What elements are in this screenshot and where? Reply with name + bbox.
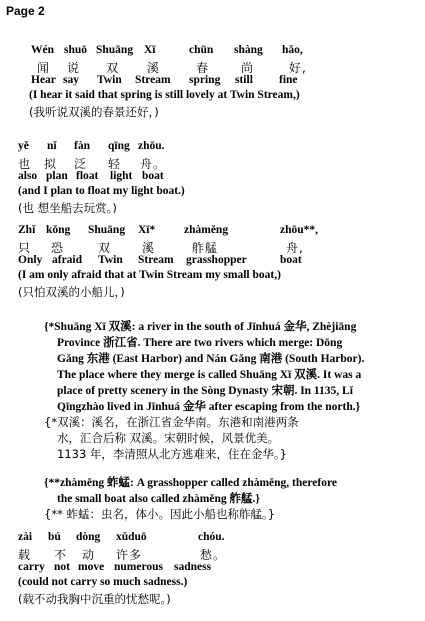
note-line: {*Shuāng Xī 双溪: a river in the south of Jīnhuá 金华, Zhèjiāng (44, 321, 357, 333)
gloss-word: Stream (135, 74, 171, 86)
hanzi-row (18, 155, 408, 170)
pinyin-word: Xī* (138, 224, 156, 236)
hanzi-char: 愁。 (200, 548, 227, 562)
stanza-2 (18, 140, 408, 216)
footnote-shuang-xi (44, 318, 422, 462)
pinyin-row (29, 44, 419, 59)
note-line-chinese: 水，汇合后称 双溪。宋朝时候，风景优美。 (57, 431, 280, 445)
gloss-word: move (78, 561, 105, 573)
gloss-word: afraid (52, 254, 83, 266)
gloss-row (18, 561, 408, 576)
pinyin-word: chóu. (198, 531, 225, 543)
pinyin-word: chūn (189, 44, 214, 56)
hanzi-char: 不 (54, 548, 68, 562)
hanzi-row (18, 546, 408, 561)
pinyin-word: dòng (76, 531, 101, 543)
note-line: {**zhàměng 蚱蜢: A grasshopper called zhàměng, therefore (44, 477, 337, 489)
stanza-3 (18, 224, 408, 300)
note-line: The place where they merge is called Shuāng Xī 双溪. It was a (57, 369, 362, 381)
gloss-word: fine (279, 74, 298, 86)
stanza-1 (29, 44, 419, 120)
pinyin-word: Xī (144, 44, 156, 56)
gloss-word: still (235, 74, 253, 86)
gloss-word: sadness (174, 561, 212, 573)
pinyin-word: hǎo, (282, 44, 303, 56)
hanzi-char: 舟, (286, 241, 304, 255)
pinyin-row (18, 224, 408, 239)
hanzi-row (29, 59, 419, 74)
hanzi-char: 拟 (44, 157, 58, 171)
hanzi-char: 双 (98, 241, 112, 255)
hanzi-char: 动 (82, 548, 96, 562)
gloss-word: Twin (97, 74, 122, 86)
chinese-paraphrase: (载不动我胸中沉重的忧愁呢。) (18, 592, 171, 606)
gloss-word: also (18, 170, 38, 182)
note-line: Qīngzhào lived in Jīnhuá 金华 after escaping from the north.} (57, 401, 361, 413)
note-line-chinese: {*双溪：溪名，在浙江省金华南。东港和南港两条 (44, 415, 299, 429)
hanzi-char: 双 (106, 61, 120, 75)
footnote-zhameng (44, 474, 422, 522)
chinese-paraphrase: (我听说双溪的春景还好，) (29, 105, 159, 119)
pinyin-row (18, 531, 408, 546)
hanzi-char: 轻 (108, 157, 122, 171)
hanzi-char: 舟。 (140, 157, 167, 171)
hanzi-char: 泛 (74, 157, 88, 171)
gloss-word: float (76, 170, 99, 182)
gloss-word: boat (280, 254, 302, 266)
gloss-row (18, 254, 408, 269)
hanzi-char: 舴艋 (192, 241, 219, 255)
pinyin-word: zài (18, 531, 33, 543)
gloss-word: Hear (31, 74, 56, 86)
gloss-word: Only (18, 254, 43, 266)
gloss-row (29, 74, 419, 89)
hanzi-char: 好, (289, 61, 307, 75)
gloss-word: say (63, 74, 79, 86)
pinyin-word: zhàměng (184, 224, 229, 236)
hanzi-char: 说 (67, 61, 81, 75)
english-translation: (could not carry so much sadness.) (18, 576, 188, 588)
gloss-word: carry (18, 561, 45, 573)
pinyin-word: kǒng (46, 224, 71, 236)
hanzi-char: 闻 (37, 61, 51, 75)
note-line-chinese: 1133 年，李清照从北方逃难来，住在金华。} (57, 447, 287, 461)
pinyin-word: fàn (74, 140, 90, 152)
hanzi-char: 也 (18, 157, 32, 171)
pinyin-word: shuō (64, 44, 88, 56)
gloss-row (18, 170, 408, 185)
hanzi-char: 恐 (51, 241, 65, 255)
gloss-word: numerous (114, 561, 163, 573)
pinyin-word: bú (48, 531, 61, 543)
gloss-word: spring (189, 74, 221, 86)
english-translation: (I am only afraid that at Twin Stream my small boat,) (18, 269, 281, 281)
hanzi-char: 载 (18, 548, 32, 562)
hanzi-char: 许多 (116, 548, 143, 562)
gloss-word: light (110, 170, 133, 182)
page-label: Page 2 (6, 4, 45, 18)
note-line: Gǎng 东港 (East Harbor) and Nán Gǎng 南港 (South Harbor). (57, 353, 365, 365)
pinyin-word: Zhǐ (18, 224, 36, 236)
chinese-paraphrase: (也 想坐船去玩赏。) (18, 201, 117, 215)
english-translation: (and I plan to float my light boat.) (18, 185, 185, 197)
gloss-word: boat (142, 170, 164, 182)
gloss-word: plan (46, 170, 68, 182)
gloss-word: not (54, 561, 70, 573)
pinyin-word: Wén (31, 44, 54, 56)
hanzi-char: 溪 (142, 241, 156, 255)
pinyin-word: xǔduō (116, 531, 147, 543)
hanzi-char: 只 (18, 241, 32, 255)
pinyin-word: yě (18, 140, 29, 152)
pinyin-word: Shuāng (96, 44, 134, 56)
gloss-word: Stream (138, 254, 174, 266)
pinyin-row (18, 140, 408, 155)
hanzi-char: 春 (196, 61, 210, 75)
pinyin-word: shàng (234, 44, 263, 56)
hanzi-char: 尚 (241, 61, 255, 75)
hanzi-char: 溪 (147, 61, 161, 75)
english-translation: (I hear it said that spring is still lovely at Twin Stream,) (29, 89, 300, 101)
note-line: place of pretty scenery in the Sòng Dynasty 宋朝. In 1135, Lǐ (57, 385, 353, 397)
gloss-word: grasshopper (186, 254, 247, 266)
pinyin-word: nǐ (47, 140, 57, 152)
pinyin-word: zhōu. (138, 140, 165, 152)
gloss-word: Twin (98, 254, 123, 266)
pinyin-word: zhōu**, (280, 224, 319, 236)
chinese-paraphrase: (只怕双溪的小船儿，) (18, 285, 125, 299)
hanzi-row (18, 239, 408, 254)
stanza-4 (18, 531, 408, 607)
note-line-chinese: {** 蚱蜢：虫名，体小。因此小船也称舴艋。} (44, 507, 276, 521)
note-line: the small boat also called zhàměng 舴艋.} (57, 493, 260, 505)
pinyin-word: Shuāng (88, 224, 126, 236)
pinyin-word: qīng (108, 140, 130, 152)
note-line: Province 浙江省. There are two rivers which merge: Dōng (57, 337, 343, 349)
